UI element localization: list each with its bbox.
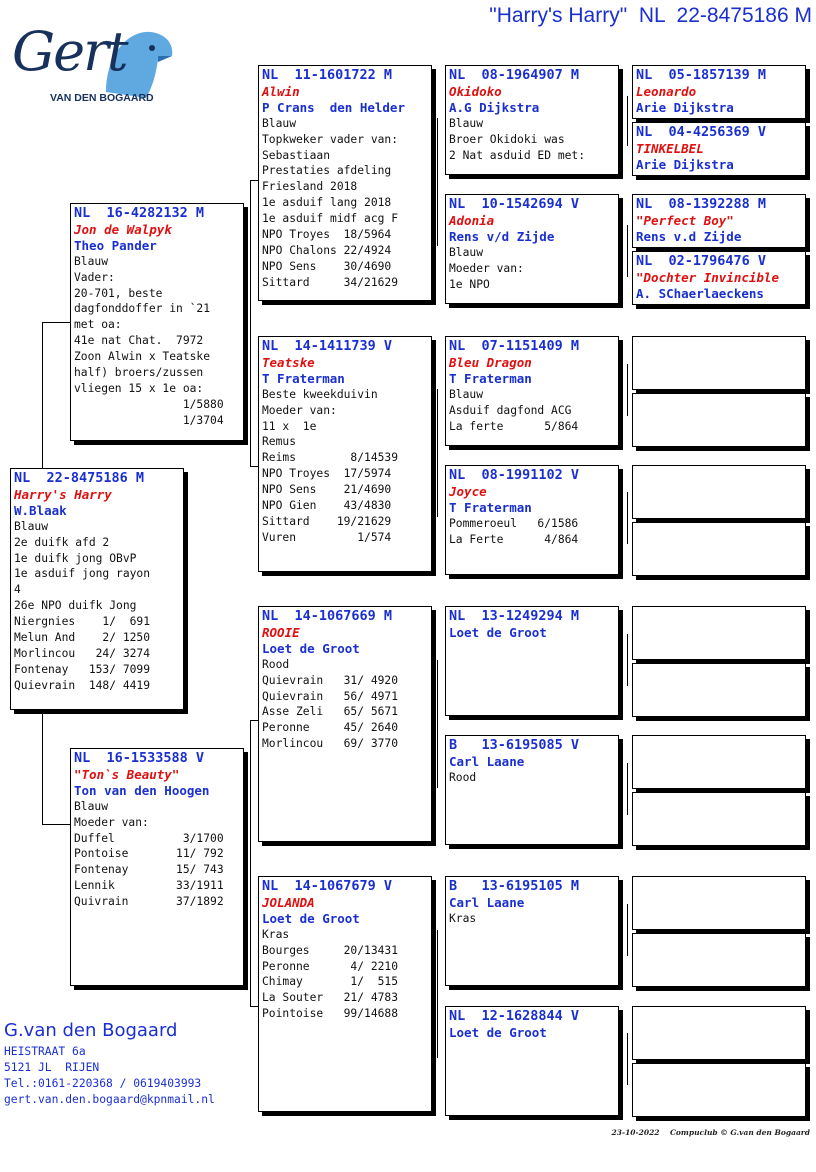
empty-pigeon-card[interactable]	[632, 465, 806, 519]
info-line: Kras	[262, 927, 290, 941]
pigeon-card-g4-1[interactable]	[632, 65, 806, 119]
ring-number: NL 07-1151409 M	[449, 338, 580, 354]
owner-name: P Crans den Helder	[262, 99, 405, 115]
phone-line: Tel.:0161-220368 / 0619403993	[4, 1077, 202, 1090]
info-line: Vuren 1/574	[262, 530, 392, 544]
info-line: Remus	[262, 435, 297, 449]
info-line: 1e asduif lang 2018	[262, 196, 392, 210]
connector-line	[437, 930, 438, 1058]
pigeon-card-dsd[interactable]	[445, 735, 619, 845]
pigeon-card-subject[interactable]	[10, 468, 184, 710]
info-line: Blauw	[262, 116, 297, 130]
info-line: met oa:	[74, 318, 122, 332]
ring-number: NL 05-1857139 M	[636, 67, 767, 83]
pigeon-name: Alwin	[262, 83, 300, 99]
footer-credit: 23-10-2022 Compuclub © G.van den Bogaard	[611, 1128, 810, 1137]
info-line: Pommeroeul 6/1586	[449, 516, 579, 530]
info-line: Quievrain 148/ 4419	[14, 678, 151, 692]
logo	[8, 18, 178, 118]
info-line: Fontenay 15/ 743	[74, 863, 224, 877]
info-line: Pointoise 99/14688	[262, 1007, 399, 1021]
info-line: Rood	[262, 657, 290, 671]
info-line: Asduif dagfond ACG	[449, 403, 572, 417]
info-line: Pontoise 11/ 792	[74, 847, 224, 861]
pigeon-name: Harry's Harry	[14, 486, 112, 502]
connector-line	[437, 118, 438, 246]
info-line: 2 Nat asduid ED met:	[449, 148, 586, 162]
info-line: La Ferte 4/864	[449, 532, 579, 546]
info-line: 1/3704	[74, 413, 224, 427]
connector-line	[250, 720, 251, 1006]
ring-number: NL 08-1392288 M	[636, 196, 767, 212]
empty-pigeon-card[interactable]	[632, 1063, 806, 1117]
ring-number: NL 16-4282132 M	[74, 205, 205, 221]
info-line: Bourges 20/13431	[262, 943, 399, 957]
email-link[interactable]: gert.van.den.bogaard@kpnmail.nl	[4, 1093, 215, 1106]
info-line: 26e NPO duifk Jong	[14, 599, 137, 613]
connector-line	[42, 322, 70, 323]
info-line: NPO Troyes 17/5974	[262, 467, 392, 481]
owner-name: Theo Pander	[74, 237, 157, 253]
info-line: NPO Troyes 18/5964	[262, 228, 392, 242]
owner-name: W.Blaak	[14, 502, 67, 518]
ring-number: NL 14-1067679 V	[262, 878, 393, 894]
ring-number: NL 04-4256369 V	[636, 124, 767, 140]
info-line: Blauw	[449, 116, 484, 130]
pigeon-card-g4-4[interactable]	[632, 251, 806, 305]
connector-line	[627, 492, 628, 544]
connector-line	[627, 96, 628, 146]
info-line: Lennik 33/1911	[74, 879, 224, 893]
address-line: HEISTRAAT 6a	[4, 1045, 86, 1058]
info-line: NPO Sens 30/4690	[262, 259, 392, 273]
connector-line	[627, 763, 628, 815]
info-line: Niergnies 1/ 691	[14, 615, 151, 629]
empty-pigeon-card[interactable]	[632, 522, 806, 576]
info-line: 2e duifk afd 2	[14, 535, 110, 549]
connector-line	[627, 904, 628, 956]
pigeon-name: "Ton`s Beauty"	[74, 766, 180, 782]
info-line: Morlincou 69/ 3770	[262, 737, 399, 751]
empty-pigeon-card[interactable]	[632, 1006, 806, 1060]
owner-name: Arie Dijkstra	[636, 156, 734, 172]
pigeon-card-ssd[interactable]	[445, 194, 619, 304]
pigeon-card-sire-sire[interactable]	[258, 65, 432, 301]
connector-line	[250, 180, 258, 181]
breeder-address	[4, 1020, 215, 1108]
info-line: Prestaties afdeling	[262, 164, 392, 178]
breeder-name: G.van den Bogaard	[4, 1020, 178, 1041]
ring-number: B 13-6195105 M	[449, 878, 580, 894]
pigeon-name: Okidoko	[449, 83, 502, 99]
ring-number: NL 11-1601722 M	[262, 67, 393, 83]
empty-pigeon-card[interactable]	[632, 876, 806, 930]
info-line: Blauw	[449, 245, 484, 259]
pigeon-name: "Perfect Boy"	[636, 212, 734, 228]
info-line: Topkweker vader van:	[262, 132, 399, 146]
owner-name: Loet de Groot	[262, 640, 360, 656]
empty-pigeon-card[interactable]	[632, 606, 806, 660]
pedigree-title: "Harry's Harry" NL 22-8475186 M	[489, 4, 812, 27]
info-line: Melun And 2/ 1250	[14, 631, 151, 645]
owner-name: Loet de Groot	[262, 910, 360, 926]
connector-line	[627, 225, 628, 277]
pigeon-name: TINKELBEL	[636, 140, 704, 156]
ring-number: NL 13-1249294 M	[449, 608, 580, 624]
pigeon-name: "Dochter Invincible	[636, 269, 779, 285]
info-line: Quievrain 31/ 4920	[262, 673, 399, 687]
info-line: Blauw	[74, 254, 109, 268]
pigeon-name: JOLANDA	[262, 894, 315, 910]
owner-name: T Fraterman	[449, 370, 532, 386]
info-line: half) broers/zussen	[74, 366, 204, 380]
empty-pigeon-card[interactable]	[632, 336, 806, 390]
info-line: Sittard 19/21629	[262, 514, 392, 528]
owner-name: T Fraterman	[262, 370, 345, 386]
info-line: 11 x 1e	[262, 419, 317, 433]
owner-name: Rens v.d Zijde	[636, 228, 742, 244]
pigeon-name: Adonia	[449, 212, 495, 228]
info-line: Morlincou 24/ 3274	[14, 646, 151, 660]
connector-line	[250, 1006, 258, 1007]
info-line: 4	[14, 583, 21, 597]
info-line: 1/5880	[74, 397, 224, 411]
ring-number: NL 02-1796476 V	[636, 253, 767, 269]
info-line: Moeder van:	[262, 403, 337, 417]
info-line: Fontenay 153/ 7099	[14, 662, 151, 676]
ring-number: NL 08-1991102 V	[449, 467, 580, 483]
pigeon-card-sire[interactable]	[70, 203, 244, 441]
connector-line	[42, 322, 43, 468]
owner-name: Rens v/d Zijde	[449, 228, 555, 244]
ring-number: NL 22-8475186 M	[14, 470, 145, 486]
owner-name: Arie Dijkstra	[636, 99, 734, 115]
ring-number: B 13-6195085 V	[449, 737, 580, 753]
pigeon-card-sss[interactable]	[445, 65, 619, 175]
pigeon-card-g4-3[interactable]	[632, 194, 806, 248]
ring-number: NL 08-1964907 M	[449, 67, 580, 83]
info-line: 1e asduif midf acg F	[262, 212, 399, 226]
pigeon-card-ddd[interactable]	[445, 1006, 619, 1116]
info-line: 1e asduif jong rayon	[14, 567, 151, 581]
ring-number: NL 14-1411739 V	[262, 338, 393, 354]
empty-pigeon-card[interactable]	[632, 663, 806, 717]
info-line: La ferte 5/864	[449, 419, 579, 433]
info-line: Vader:	[74, 270, 115, 284]
owner-name: Loet de Groot	[449, 624, 547, 640]
pigeon-card-dss[interactable]	[445, 606, 619, 716]
pigeon-name: Leonardo	[636, 83, 697, 99]
owner-name: Carl Laane	[449, 894, 525, 910]
address-line: 5121 JL RIJEN	[4, 1061, 100, 1074]
connector-line	[627, 634, 628, 686]
info-line: Moeder van:	[449, 261, 524, 275]
pigeon-card-dam-sire[interactable]	[258, 606, 432, 842]
info-line: Chimay 1/ 515	[262, 975, 399, 989]
info-line: Blauw	[449, 387, 484, 401]
pigeon-card-sire-dam[interactable]	[258, 336, 432, 572]
ring-number: NL 16-1533588 V	[74, 750, 205, 766]
info-line: NPO Gien 43/4830	[262, 499, 392, 513]
pigeon-card-g4-2[interactable]	[632, 122, 806, 176]
ring-number: NL 14-1067669 M	[262, 608, 393, 624]
pigeon-name: Joyce	[449, 483, 487, 499]
empty-pigeon-card[interactable]	[632, 933, 806, 987]
connector-line	[250, 180, 251, 466]
logo-wordmark: Gert	[12, 20, 127, 83]
info-line: Friesland 2018	[262, 180, 358, 194]
info-line: Kras	[449, 911, 477, 925]
owner-name: A.G Dijkstra	[449, 99, 540, 115]
info-line: Reims 8/14539	[262, 451, 399, 465]
connector-line	[627, 364, 628, 416]
pigeon-card-dam-dam[interactable]	[258, 876, 432, 1112]
info-line: Quivrain 37/1892	[74, 895, 224, 909]
owner-name: Carl Laane	[449, 753, 525, 769]
ring-number: NL 12-1628844 V	[449, 1008, 580, 1024]
connector-line	[627, 1033, 628, 1085]
info-line: 20-701, beste	[74, 286, 163, 300]
connector-line	[250, 720, 258, 721]
info-line: vliegen 15 x 1e oa:	[74, 381, 204, 395]
owner-name: T Fraterman	[449, 499, 532, 515]
empty-pigeon-card[interactable]	[632, 792, 806, 846]
info-line: Peronne 4/ 2210	[262, 959, 399, 973]
info-line: La Souter 21/ 4783	[262, 991, 399, 1005]
connector-line	[437, 660, 438, 788]
info-line: 1e duifk jong OBvP	[14, 551, 137, 565]
info-line: Asse Zeli 65/ 5671	[262, 705, 399, 719]
pigeon-name: Bleu Dragon	[449, 354, 532, 370]
pigeon-name: Teatske	[262, 354, 315, 370]
info-line: Sebastiaan	[262, 148, 331, 162]
pigeon-card-dam[interactable]	[70, 748, 244, 986]
info-line: 41e nat Chat. 7972	[74, 334, 204, 348]
owner-name: Ton van den Hoogen	[74, 782, 210, 798]
pigeon-card-dds[interactable]	[445, 876, 619, 986]
pigeon-card-sdd[interactable]	[445, 465, 619, 575]
logo-subtitle: VAN DEN BOGAARD	[50, 92, 154, 104]
connector-line	[42, 824, 70, 825]
owner-name: A. SChaerlaeckens	[636, 285, 764, 301]
info-line: Blauw	[14, 519, 49, 533]
info-line: Rood	[449, 770, 477, 784]
info-line: NPO Sens 21/4690	[262, 483, 392, 497]
owner-name: Loet de Groot	[449, 1024, 547, 1040]
pigeon-name: ROOIE	[262, 624, 300, 640]
pigeon-name: Jon de Walpyk	[74, 221, 172, 237]
info-line: Duffel 3/1700	[74, 831, 224, 845]
connector-line	[437, 389, 438, 517]
info-line: Quievrain 56/ 4971	[262, 689, 399, 703]
info-line: Zoon Alwin x Teatske	[74, 350, 211, 364]
info-line: NPO Chalons 22/4924	[262, 243, 392, 257]
info-line: Broer Okidoki was	[449, 132, 565, 146]
info-line: Beste kweekduivin	[262, 387, 378, 401]
info-line: Peronne 45/ 2640	[262, 721, 399, 735]
empty-pigeon-card[interactable]	[632, 393, 806, 447]
info-line: Blauw	[74, 799, 109, 813]
ring-number: NL 10-1542694 V	[449, 196, 580, 212]
info-line: Sittard 34/21629	[262, 275, 399, 289]
info-line: dagfonddoffer in `21	[74, 302, 211, 316]
empty-pigeon-card[interactable]	[632, 735, 806, 789]
pigeon-card-sds[interactable]	[445, 336, 619, 446]
info-line: Moeder van:	[74, 815, 149, 829]
connector-line	[250, 466, 258, 467]
info-line: 1e NPO	[449, 277, 490, 291]
connector-line	[42, 712, 43, 824]
